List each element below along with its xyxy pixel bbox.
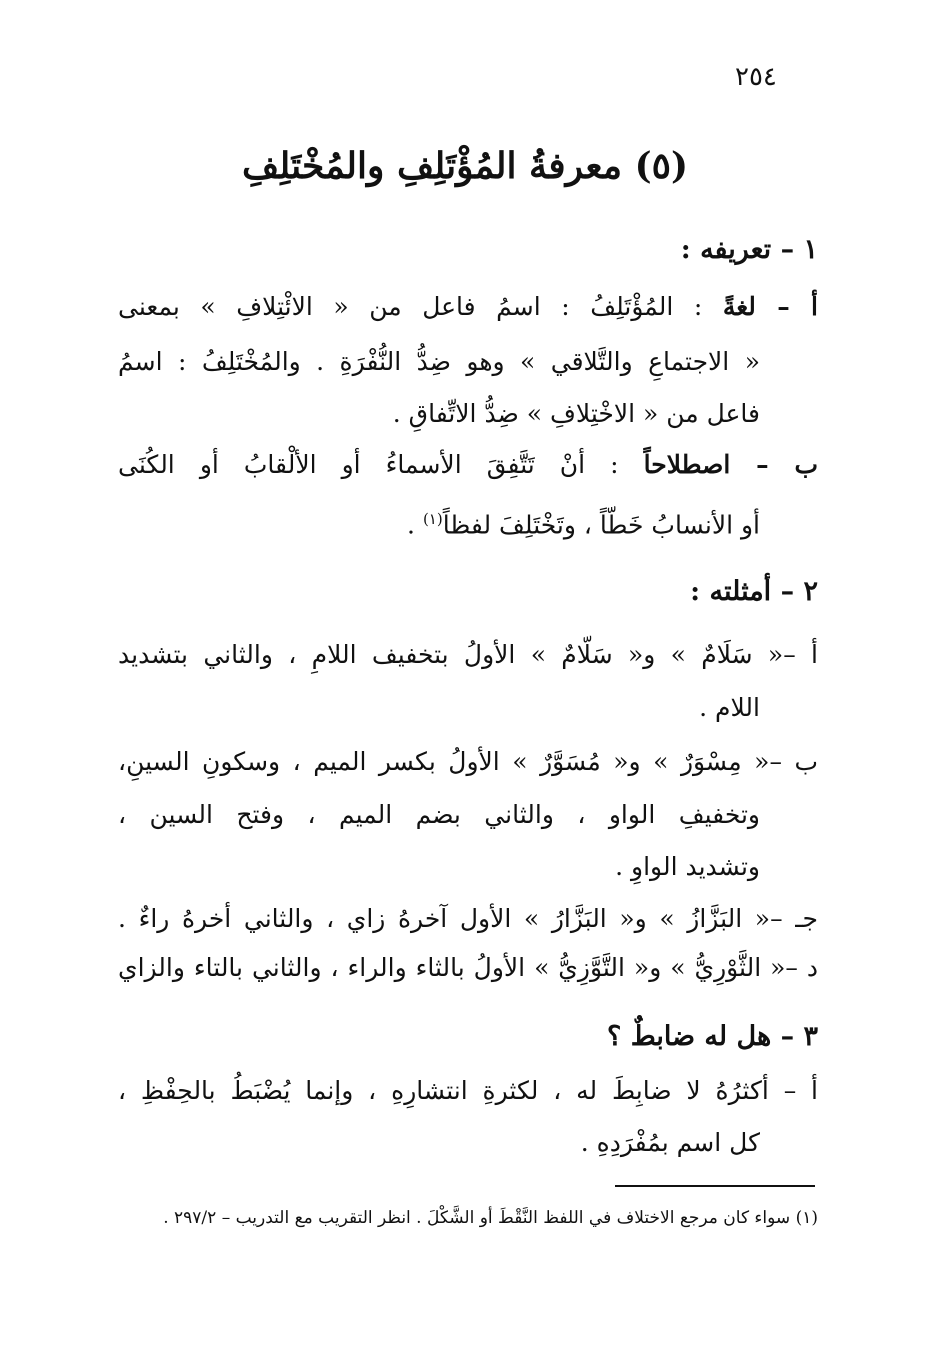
footnote-marker: (١) [422, 510, 443, 528]
section-heading-examples: ٢ – أمثلته : [690, 576, 818, 607]
text-line: ب –« مِسْوَرٌ » و« مُسَوَّرٌ » الأولُ بكسر الميم ، وسكونِ السينِ، [118, 747, 818, 776]
text-line [118, 497, 760, 547]
text-line: جـ –« البَزَّازُ » و« البَزَّارُ » الأول آخرهُ زاي ، والثاني أخرهُ راءٌ . [118, 904, 818, 933]
item-label: ب – اصطلاحاً [643, 450, 818, 479]
text-line: اللام . [699, 693, 760, 722]
page-number: ٢٥٤ [735, 62, 777, 92]
text-line: أ – أكثرُهُ لا ضابِطَ له ، لكثرةِ انتشارِهِ ، وإنما يُضْبَطُ بالحِفْظِ ، [118, 1076, 818, 1105]
text-line: فاعل من « الاخْتِلافِ » ضِدُّ الاتِّفاقِ . [392, 399, 760, 428]
line-text: أو الأنسابُ خَطّاً ، وتَخْتَلِفَ لفظاً [442, 510, 760, 540]
item-label: أ – لغةً [722, 292, 818, 321]
text-line: « الاجتماعِ والتَّلاقي » وهو ضِدُّ النُّفْرَةِ . والمُخْتَلِفُ : اسمُ [118, 347, 760, 376]
text-line [118, 285, 818, 329]
section-heading-definition: ١ – تعريفه : [680, 234, 818, 265]
line-text: . [407, 510, 423, 540]
footnote: (١) سواء كان مرجع الاختلاف في اللفظ النَّقْطَ أو الشَّكْلَ . انظر التقريب مع التدريب – ٢٩٧/٢ . [163, 1208, 818, 1228]
text-line: كل اسم بمُفْرَدِهِ . [580, 1128, 760, 1157]
text-line: أ –« سَلَامٌ » و« سَلّامٌ » الأولُ بتخفيف اللامِ ، والثاني بتشديد [118, 640, 818, 669]
line-text: : المُؤْتَلِفُ : اسمُ فاعل من « الائْتِلافِ » بمعنى [118, 292, 703, 321]
text-line [118, 443, 818, 487]
section-heading-rule: ٣ – هل له ضابطٌ ؟ [606, 1021, 818, 1052]
text-line: وتخفيفِ الواو ، والثاني بضم الميم ، وفتح السين ، [118, 800, 760, 829]
text-line: وتشديد الواوِ . [615, 852, 760, 881]
line-text: : أنْ تَتَّفِقَ الأسماءُ أو الألْقابُ أو الكُنَى [118, 450, 619, 479]
footnote-divider [615, 1185, 815, 1187]
chapter-title: (٥) معرفةُ المُؤْتَلِفِ والمُخْتَلِفِ [241, 145, 689, 187]
text-line: د –« الثَّوْرِيُّ » و« التَّوَّزِيُّ » الأولُ بالثاء والراء ، والثاني بالتاء والزاي [118, 953, 818, 982]
